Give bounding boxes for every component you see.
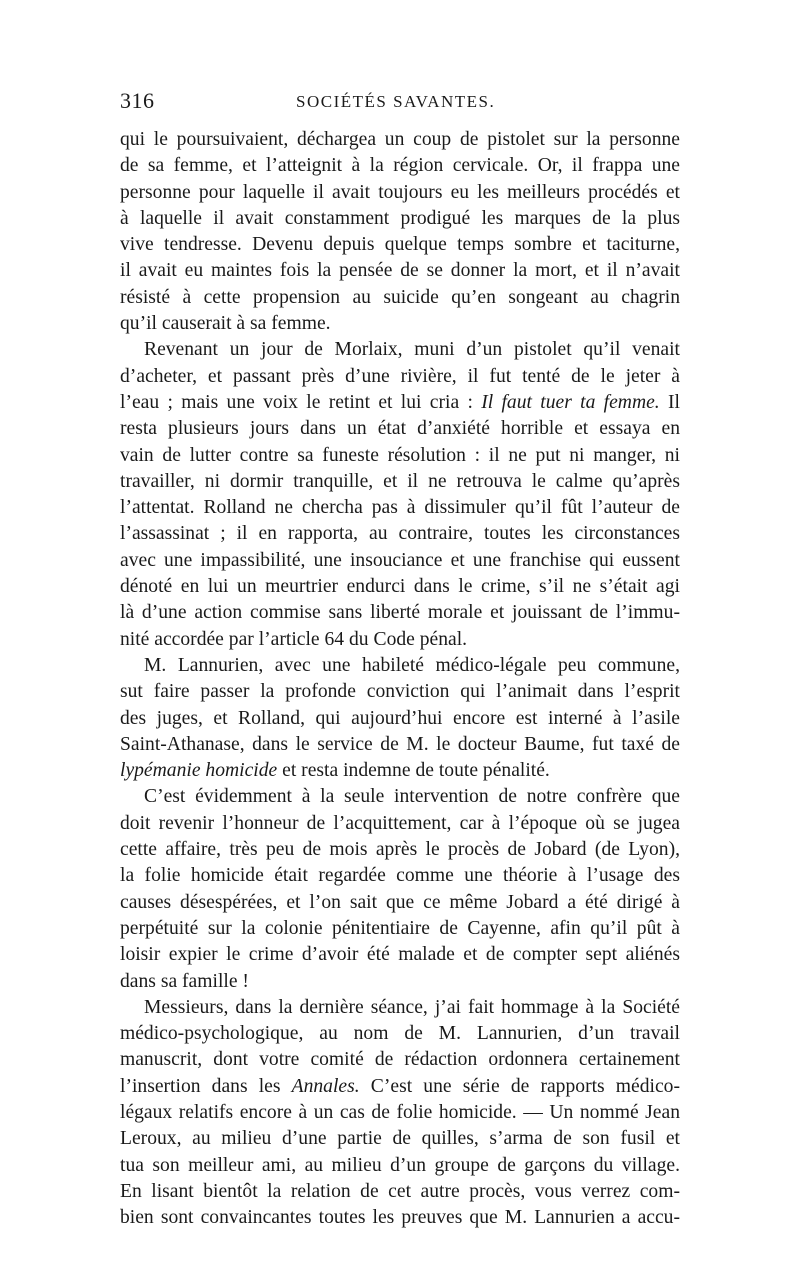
body-text [120, 127, 680, 1231]
text-segment: travailler, ni dormir tranquille, et il ne retrouva le calme qu’après [120, 470, 680, 492]
text-line [120, 916, 680, 942]
text-segment: perpétuité sur la colonie pénitentiaire de Cayenne, afin qu’il pût à [120, 917, 680, 939]
italic-text: lypémanie homicide [120, 760, 278, 782]
text-segment: Messieurs, dans la dernière séance, j’ai fait hommage à la Société [144, 996, 680, 1018]
italic-text: Il faut tuer ta femme. [481, 391, 660, 413]
text-segment: personne pour laquelle il avait toujours eu les meilleurs procédés et [120, 181, 680, 203]
text-segment: C’est évidemment à la seule intervention de notre confrère que [144, 786, 680, 808]
text-line [120, 548, 680, 574]
text-line [120, 1179, 680, 1205]
text-segment: qu’il causerait à sa femme. [120, 313, 331, 335]
text-segment: d’acheter, et passant près d’une rivière, il fut tenté de le jeter à [120, 365, 680, 387]
text-segment: vain de lutter contre sa funeste résolution : il ne put ni manger, ni [120, 444, 680, 466]
text-line [120, 890, 680, 916]
text-line [120, 837, 680, 863]
text-line [120, 469, 680, 495]
text-segment: et resta indemne de toute pénalité. [277, 760, 550, 782]
text-segment: Revenant un jour de Morlaix, muni d’un pistolet qu’il venait [144, 339, 680, 361]
text-line [120, 495, 680, 521]
running-head: SOCIÉTÉS SAVANTES. [296, 92, 496, 111]
text-segment: résisté à cette propension au suicide qu’en songeant au chagrin [120, 286, 680, 308]
text-line [120, 390, 680, 416]
text-segment: vive tendresse. Devenu depuis quelque temps sombre et taciturne, [120, 234, 680, 256]
text-segment: avec une impassibilité, une insouciance et une franchise qui eussent [120, 549, 680, 571]
page-number: 316 [120, 88, 155, 113]
text-line [120, 942, 680, 968]
text-segment: dénoté en lui un meurtrier endurci dans le crime, s’il ne s’était agi [120, 576, 680, 598]
text-line [120, 1021, 680, 1047]
text-line [120, 1205, 680, 1231]
text-segment: là d’une action commise sans liberté morale et jouissant de l’immu- [120, 602, 680, 624]
text-segment: Saint-Athanase, dans le service de M. le docteur Baume, fut taxé de [120, 733, 680, 755]
text-segment: resta plusieurs jours dans un état d’anxiété horrible et essaya en [120, 418, 680, 440]
italic-text: Annales. [291, 1075, 360, 1097]
text-line [120, 679, 680, 705]
text-line [120, 995, 680, 1021]
text-line [120, 1047, 680, 1073]
text-line [120, 258, 680, 284]
text-line [120, 153, 680, 179]
text-line [120, 1100, 680, 1126]
text-segment: sut faire passer la profonde conviction qui l’animait dans l’esprit [120, 681, 680, 703]
text-line [120, 1153, 680, 1179]
text-line [120, 443, 680, 469]
text-segment: à laquelle il avait constamment prodigué les marques de la plus [120, 207, 680, 229]
text-line [120, 180, 680, 206]
text-line [120, 1074, 680, 1100]
text-line [120, 364, 680, 390]
text-segment: médico-psychologique, au nom de M. Lannurien, d’un travail [120, 1023, 680, 1045]
text-line [120, 653, 680, 679]
text-line [120, 1126, 680, 1152]
page-header [120, 88, 680, 116]
text-segment: la folie homicide était regardée comme une théorie à l’usage des [120, 865, 680, 887]
text-segment: nité accordée par l’article 64 du Code pénal. [120, 628, 468, 650]
text-line [120, 127, 680, 153]
text-segment: doit revenir l’honneur de l’acquittement, car à l’époque où se jugea [120, 812, 680, 834]
text-segment: M. Lannurien, avec une habileté médico-légale peu commune, [144, 654, 680, 676]
text-line [120, 521, 680, 547]
text-segment: l’insertion dans les [120, 1075, 292, 1097]
text-line [120, 285, 680, 311]
text-segment: l’attentat. Rolland ne chercha pas à dissimuler qu’il fût l’auteur de [120, 497, 680, 519]
text-segment: cette affaire, très peu de mois après le procès de Jobard (de Lyon), [120, 839, 680, 861]
text-line [120, 784, 680, 810]
text-segment: qui le poursuivaient, déchargea un coup de pistolet sur la personne [120, 129, 680, 150]
text-segment: de sa femme, et l’atteignit à la région cervicale. Or, il frappa une [120, 155, 680, 177]
text-segment: l’eau ; mais une voix le retint et lui cria : [120, 391, 482, 413]
text-line [120, 969, 680, 995]
text-segment: manuscrit, dont votre comité de rédaction ordonnera certainement [120, 1049, 680, 1071]
text-line [120, 732, 680, 758]
text-line [120, 600, 680, 626]
text-segment: il avait eu maintes fois la pensée de se donner la mort, et il n’avait [120, 260, 680, 282]
text-segment: tua son meilleur ami, au milieu d’un groupe de garçons du village. [120, 1154, 680, 1176]
text-line [120, 232, 680, 258]
text-segment: En lisant bientôt la relation de cet autre procès, vous verrez com- [120, 1180, 680, 1202]
text-line [120, 311, 680, 337]
text-line [120, 706, 680, 732]
text-segment: dans sa famille ! [120, 970, 249, 992]
text-line [120, 416, 680, 442]
text-segment: Il [659, 391, 680, 413]
text-segment: des juges, et Rolland, qui aujourd’hui encore est interné à l’asile [120, 707, 680, 729]
text-line [120, 574, 680, 600]
text-segment: l’assassinat ; il en rapporta, au contraire, toutes les circonstances [120, 523, 680, 545]
text-line [120, 758, 680, 784]
text-line [120, 206, 680, 232]
text-segment: légaux relatifs encore à un cas de folie homicide. — Un nommé Jean [120, 1101, 680, 1123]
text-segment: C’est une série de rapports médico- [359, 1075, 680, 1097]
text-line [120, 863, 680, 889]
text-line [120, 627, 680, 653]
text-segment: bien sont convaincantes toutes les preuves que M. Lannurien a accu- [120, 1207, 680, 1229]
text-line [120, 811, 680, 837]
text-segment: loisir expier le crime d’avoir été malade et de compter sept aliénés [120, 944, 680, 966]
text-segment: Leroux, au milieu d’une partie de quilles, s’arma de son fusil et [120, 1128, 680, 1150]
text-segment: causes désespérées, et l’on sait que ce même Jobard a été dirigé à [120, 891, 680, 913]
text-line [120, 337, 680, 363]
